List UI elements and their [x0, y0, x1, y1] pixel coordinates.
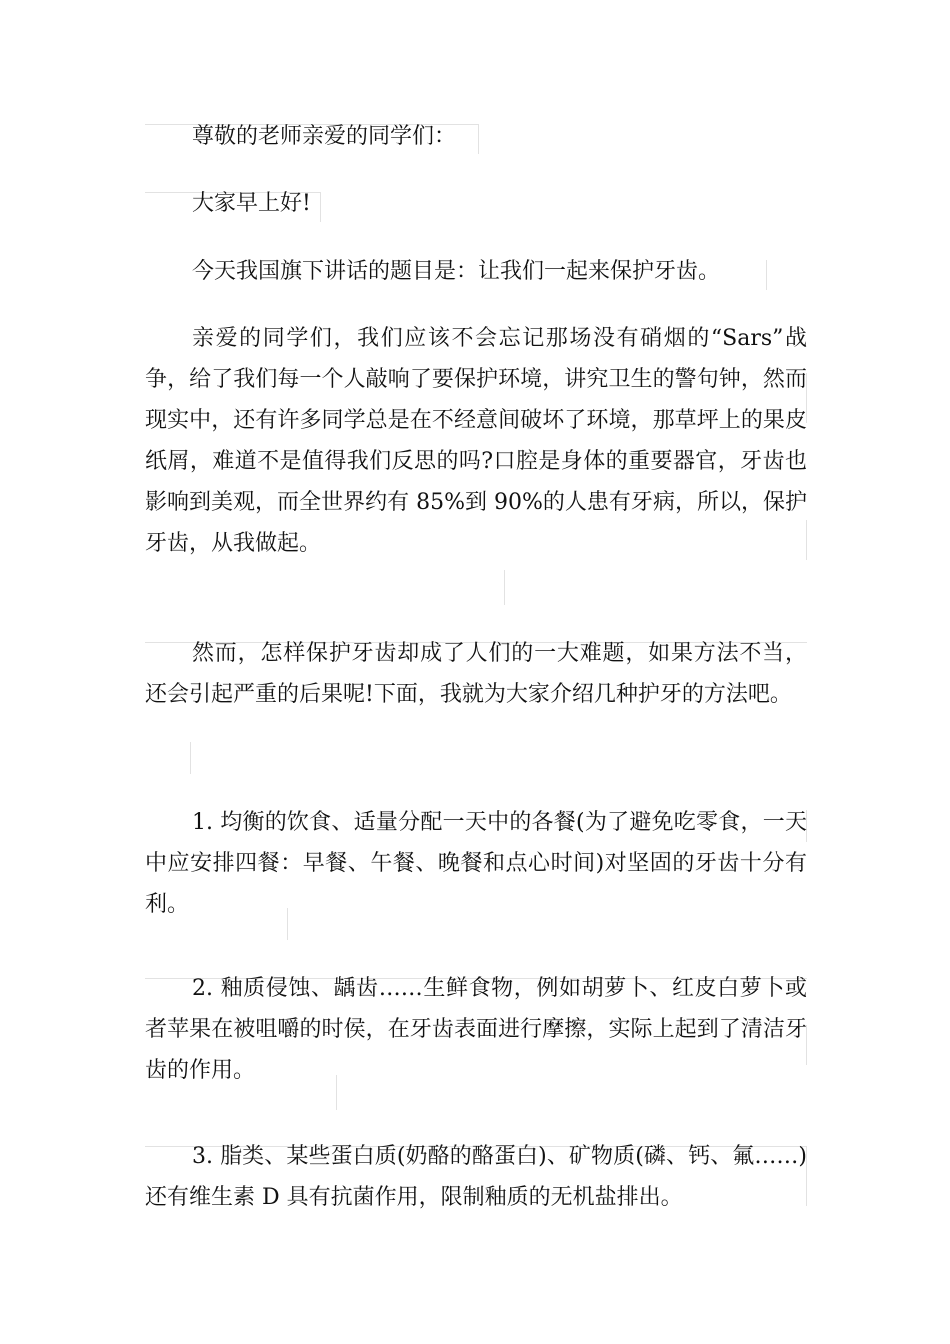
salutation-paragraph: 尊敬的老师亲爱的同学们： [192, 124, 457, 149]
list-item-paragraph: 3. 脂类、某些蛋白质(奶酪的酪蛋白)、矿物质(磷、钙、氟……)还有维生素 D 具有抗菌作用，限制釉质的无机盐排出。 [145, 1144, 807, 1210]
list-item-paragraph: 2. 釉质侵蚀、龋齿……生鲜食物，例如胡萝卜、红皮白萝卜或者苹果在被咀嚼的时侯，在牙齿表面进行摩擦，实际上起到了清洁牙齿的作用。 [145, 976, 807, 1083]
body-paragraph: 然而，怎样保护牙齿却成了人们的一大难题，如果方法不当，还会引起严重的后果呢!下面，我就为大家介绍几种护牙的方法吧。 [145, 641, 807, 707]
text-boundary-mark [190, 742, 191, 774]
topic-paragraph: 今天我国旗下讲话的题目是：让我们一起来保护牙齿。 [192, 259, 721, 284]
text-boundary-mark [504, 570, 505, 605]
greeting-paragraph: 大家早上好! [192, 191, 311, 216]
list-item-paragraph: 1. 均衡的饮食、适量分配一天中的各餐(为了避免吃零食，一天中应安排四餐：早餐、午餐、晚餐和点心时间)对坚固的牙齿十分有利。 [145, 810, 807, 917]
body-paragraph: 亲爱的同学们，我们应该不会忘记那场没有硝烟的“Sars”战争，给了我们每一个人敲响了要保护环境，讲究卫生的警句钟，然而现实中，还有许多同学总是在不经意间破坏了环境，那草坪上的果皮纸屑，难道不是值得我们反思的吗?口腔是身体的重要器官，牙齿也影响到美观，而全世界约有 85%到 90%的人患有牙病，所以，保护牙齿，从我做起。 [145, 326, 807, 556]
